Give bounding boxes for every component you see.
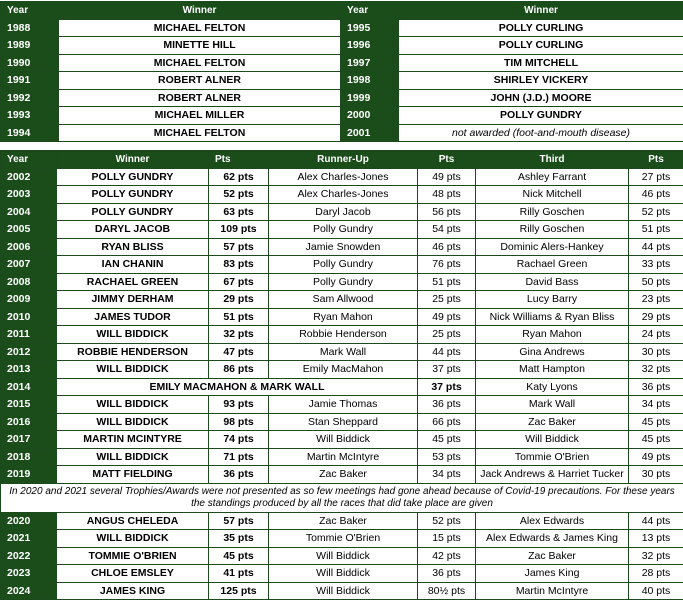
- year-cell: 1997: [341, 54, 399, 72]
- runner-up-pts-cell: 15 pts: [418, 530, 476, 548]
- third-pts-cell: 30 pts: [629, 466, 683, 484]
- winner-cell: POLLY GUNDRY: [57, 186, 209, 204]
- year-cell: 2017: [1, 431, 57, 449]
- table-row: [1, 124, 683, 142]
- winner-cell: TOMMIE O'BRIEN: [57, 547, 209, 565]
- early-winners-header-row: [1, 2, 683, 20]
- winner-cell: TIM MITCHELL: [399, 54, 683, 72]
- year-header: Year: [1, 151, 57, 169]
- runner-up-pts-cell: 25 pts: [418, 291, 476, 309]
- third-pts-cell: 13 pts: [629, 530, 683, 548]
- year-cell: 1993: [1, 107, 59, 125]
- winner-pts-cell: 41 pts: [209, 565, 269, 583]
- runner-up-cell: Mark Wall: [269, 343, 418, 361]
- winner-pts-cell: 83 pts: [209, 256, 269, 274]
- year-cell: 2010: [1, 308, 57, 326]
- runner-up-pts-cell: 34 pts: [418, 466, 476, 484]
- year-cell: 2002: [1, 168, 57, 186]
- winner-cell: RACHAEL GREEN: [57, 273, 209, 291]
- third-pts-cell: 44 pts: [629, 238, 683, 256]
- winner-pts-cell: 29 pts: [209, 291, 269, 309]
- table-row: [1, 413, 683, 431]
- year-cell: 2024: [1, 582, 57, 600]
- winner-pts-cell: 62 pts: [209, 168, 269, 186]
- table-row: [1, 238, 683, 256]
- winner-cell: POLLY CURLING: [399, 19, 683, 37]
- winner-cell: MICHAEL FELTON: [59, 124, 341, 142]
- third-pts-cell: 32 pts: [629, 361, 683, 379]
- table-row: [1, 89, 683, 107]
- year-cell: 2008: [1, 273, 57, 291]
- runner-up-cell: Polly Gundry: [269, 256, 418, 274]
- third-cell: Jack Andrews & Harriet Tucker: [476, 466, 629, 484]
- year-cell: 2021: [1, 530, 57, 548]
- year-cell: 1999: [341, 89, 399, 107]
- runner-up-pts-cell: 56 pts: [418, 203, 476, 221]
- table-row: [1, 308, 683, 326]
- winner-pts-cell: 57 pts: [209, 238, 269, 256]
- runner-up-pts-cell: 48 pts: [418, 186, 476, 204]
- winner-cell: WILL BIDDICK: [57, 530, 209, 548]
- third-pts-cell: 29 pts: [629, 308, 683, 326]
- winner-cell: WILL BIDDICK: [57, 413, 209, 431]
- table-row: [1, 37, 683, 55]
- table-row: [1, 72, 683, 90]
- runner-up-cell: Alex Charles-Jones: [269, 186, 418, 204]
- table-row: [1, 378, 683, 396]
- third-cell: Martin McIntyre: [476, 582, 629, 600]
- year-cell: 2007: [1, 256, 57, 274]
- third-pts-cell: 27 pts: [629, 168, 683, 186]
- third-header: Third: [476, 151, 629, 169]
- winner-cell: RYAN BLISS: [57, 238, 209, 256]
- runner-up-pts-cell: 44 pts: [418, 343, 476, 361]
- third-cell: Alex Edwards: [476, 512, 629, 530]
- third-cell: Rilly Goschen: [476, 203, 629, 221]
- table-row: [1, 512, 683, 530]
- year-cell: 1995: [341, 19, 399, 37]
- year-cell: 2014: [1, 378, 57, 396]
- third-cell: Alex Edwards & James King: [476, 530, 629, 548]
- runner-up-cell: Will Biddick: [269, 582, 418, 600]
- third-cell: Ryan Mahon: [476, 326, 629, 344]
- runner-up-pts-cell: 51 pts: [418, 273, 476, 291]
- year-cell: 2016: [1, 413, 57, 431]
- third-pts-cell: 45 pts: [629, 431, 683, 449]
- winner-pts-cell: 37 pts: [418, 378, 476, 396]
- year-cell: 2013: [1, 361, 57, 379]
- third-pts-cell: 23 pts: [629, 291, 683, 309]
- winner-cell: JOHN (J.D.) MOORE: [399, 89, 683, 107]
- winner-cell: JAMES KING: [57, 582, 209, 600]
- year-cell: 2005: [1, 221, 57, 239]
- runner-up-cell: Will Biddick: [269, 547, 418, 565]
- table-row: [1, 448, 683, 466]
- runner-up-cell: Daryl Jacob: [269, 203, 418, 221]
- year-cell: 1990: [1, 54, 59, 72]
- third-cell: Zac Baker: [476, 547, 629, 565]
- third-pts-cell: 51 pts: [629, 221, 683, 239]
- runner-up-cell: Zac Baker: [269, 512, 418, 530]
- winner-pts-cell: 45 pts: [209, 547, 269, 565]
- third-pts-cell: 49 pts: [629, 448, 683, 466]
- runner-up-cell: Tommie O'Brien: [269, 530, 418, 548]
- winner-pts-cell: 67 pts: [209, 273, 269, 291]
- table-row: [1, 107, 683, 125]
- runner-up-pts-cell: 76 pts: [418, 256, 476, 274]
- winner-cell: POLLY GUNDRY: [399, 107, 683, 125]
- third-pts-cell: 36 pts: [629, 378, 683, 396]
- third-cell: Mark Wall: [476, 396, 629, 414]
- winner-cell: WILL BIDDICK: [57, 396, 209, 414]
- table-row: [1, 221, 683, 239]
- year-cell: 1998: [341, 72, 399, 90]
- winner-cell: MINETTE HILL: [59, 37, 341, 55]
- early-winners-body: [1, 19, 683, 142]
- table-row: [1, 54, 683, 72]
- year-cell: 1992: [1, 89, 59, 107]
- runner-up-cell: Alex Charles-Jones: [269, 168, 418, 186]
- table-row: [1, 582, 683, 600]
- table-row: [1, 361, 683, 379]
- year-cell: 2023: [1, 565, 57, 583]
- standings-header-row: [1, 151, 683, 169]
- early-winners-table: [0, 1, 683, 142]
- runner-up-pts-cell: 80½ pts: [418, 582, 476, 600]
- winner-pts-cell: 74 pts: [209, 431, 269, 449]
- winner-cell: JIMMY DERHAM: [57, 291, 209, 309]
- table-row: [1, 256, 683, 274]
- winner-cell: MATT FIELDING: [57, 466, 209, 484]
- year-cell: 1994: [1, 124, 59, 142]
- table-row: [1, 186, 683, 204]
- runner-up-pts-cell: 37 pts: [418, 361, 476, 379]
- winner-cell: DARYL JACOB: [57, 221, 209, 239]
- third-cell: Nick Mitchell: [476, 186, 629, 204]
- third-cell: Nick Williams & Ryan Bliss: [476, 308, 629, 326]
- third-cell: Matt Hampton: [476, 361, 629, 379]
- winner-pts-cell: 63 pts: [209, 203, 269, 221]
- third-pts-cell: 50 pts: [629, 273, 683, 291]
- table-row: [1, 466, 683, 484]
- year-cell: 2003: [1, 186, 57, 204]
- winner-cell: MARTIN MCINTYRE: [57, 431, 209, 449]
- year-cell: 2004: [1, 203, 57, 221]
- third-cell: Rilly Goschen: [476, 221, 629, 239]
- year-cell: 2015: [1, 396, 57, 414]
- winner-header: Winner: [399, 2, 683, 20]
- runner-up-pts-cell: 42 pts: [418, 547, 476, 565]
- table-row: [1, 547, 683, 565]
- third-pts-cell: 33 pts: [629, 256, 683, 274]
- year-cell: 1991: [1, 72, 59, 90]
- winner-pts-cell: 35 pts: [209, 530, 269, 548]
- winner-cell: CHLOE EMSLEY: [57, 565, 209, 583]
- winner-cell: ROBERT ALNER: [59, 72, 341, 90]
- runner-up-pts-cell: 52 pts: [418, 512, 476, 530]
- table-row: [1, 168, 683, 186]
- winner-pts-cell: 93 pts: [209, 396, 269, 414]
- runner-up-cell: Ryan Mahon: [269, 308, 418, 326]
- runner-up-cell: Robbie Henderson: [269, 326, 418, 344]
- winner-cell: WILL BIDDICK: [57, 448, 209, 466]
- third-cell: Lucy Barry: [476, 291, 629, 309]
- runner-up-pts-cell: 45 pts: [418, 431, 476, 449]
- runner-up-pts-cell: 46 pts: [418, 238, 476, 256]
- table-row: [1, 530, 683, 548]
- runner-up-cell: Jamie Snowden: [269, 238, 418, 256]
- third-cell: Will Biddick: [476, 431, 629, 449]
- winner-pts-cell: 52 pts: [209, 186, 269, 204]
- winner-cell: JAMES TUDOR: [57, 308, 209, 326]
- runner-up-cell: Jamie Thomas: [269, 396, 418, 414]
- winner-pts-cell: 32 pts: [209, 326, 269, 344]
- year-cell: 2006: [1, 238, 57, 256]
- year-header: Year: [341, 2, 399, 20]
- winner-cell: WILL BIDDICK: [57, 326, 209, 344]
- third-pts-cell: 34 pts: [629, 396, 683, 414]
- third-pts-cell: 24 pts: [629, 326, 683, 344]
- table-row: [1, 431, 683, 449]
- runner-up-cell: Zac Baker: [269, 466, 418, 484]
- third-pts-cell: 45 pts: [629, 413, 683, 431]
- runner-up-pts-cell: 66 pts: [418, 413, 476, 431]
- runner-up-pts-cell: 49 pts: [418, 168, 476, 186]
- year-cell: 2012: [1, 343, 57, 361]
- third-cell: Tommie O'Brien: [476, 448, 629, 466]
- year-cell: 2009: [1, 291, 57, 309]
- third-cell: James King: [476, 565, 629, 583]
- third-cell: Katy Lyons: [476, 378, 629, 396]
- runner-up-cell: Will Biddick: [269, 565, 418, 583]
- third-cell: Zac Baker: [476, 413, 629, 431]
- winner-pts-cell: 109 pts: [209, 221, 269, 239]
- third-cell: Gina Andrews: [476, 343, 629, 361]
- winner-cell: POLLY GUNDRY: [57, 203, 209, 221]
- runner-up-pts-header: Pts: [418, 151, 476, 169]
- winner-pts-cell: 57 pts: [209, 512, 269, 530]
- winner-header: Winner: [59, 2, 341, 20]
- table-row: [1, 343, 683, 361]
- third-pts-cell: 44 pts: [629, 512, 683, 530]
- winner-cell: ROBBIE HENDERSON: [57, 343, 209, 361]
- runner-up-cell: Sam Allwood: [269, 291, 418, 309]
- third-cell: Dominic Alers-Hankey: [476, 238, 629, 256]
- third-pts-cell: 28 pts: [629, 565, 683, 583]
- runner-up-cell: Polly Gundry: [269, 273, 418, 291]
- year-cell: 1996: [341, 37, 399, 55]
- runner-up-cell: Polly Gundry: [269, 221, 418, 239]
- runner-up-pts-cell: 53 pts: [418, 448, 476, 466]
- recent-standings-table: [0, 150, 683, 600]
- third-cell: Rachael Green: [476, 256, 629, 274]
- year-cell: 1988: [1, 19, 59, 37]
- runner-up-cell: Martin McIntyre: [269, 448, 418, 466]
- winner-pts-cell: 86 pts: [209, 361, 269, 379]
- third-pts-cell: 30 pts: [629, 343, 683, 361]
- covid-note-row: [1, 483, 683, 512]
- year-cell: 2000: [341, 107, 399, 125]
- winner-cell: EMILY MACMAHON & MARK WALL: [57, 378, 418, 396]
- winner-cell: POLLY GUNDRY: [57, 168, 209, 186]
- runner-up-cell: Stan Sheppard: [269, 413, 418, 431]
- winner-cell: MICHAEL FELTON: [59, 19, 341, 37]
- year-cell: 1989: [1, 37, 59, 55]
- third-cell: David Bass: [476, 273, 629, 291]
- winner-pts-cell: 51 pts: [209, 308, 269, 326]
- runner-up-pts-cell: 36 pts: [418, 396, 476, 414]
- table-row: [1, 326, 683, 344]
- runner-up-pts-cell: 49 pts: [418, 308, 476, 326]
- winner-pts-header: Pts: [209, 151, 269, 169]
- runner-up-cell: Will Biddick: [269, 431, 418, 449]
- covid-note: In 2020 and 2021 several Trophies/Awards were not presented as so few meetings had gone ahead because of Covid-19 precautions. For these years the standings produced by all the races that did take place are given: [1, 483, 683, 512]
- year-cell: 2011: [1, 326, 57, 344]
- winner-cell: ROBERT ALNER: [59, 89, 341, 107]
- runner-up-header: Runner-Up: [269, 151, 418, 169]
- winner-cell: POLLY CURLING: [399, 37, 683, 55]
- winner-pts-cell: 125 pts: [209, 582, 269, 600]
- third-pts-cell: 40 pts: [629, 582, 683, 600]
- year-cell: 2001: [341, 124, 399, 142]
- runner-up-pts-cell: 54 pts: [418, 221, 476, 239]
- winner-cell: not awarded (foot-and-mouth disease): [399, 124, 683, 142]
- third-pts-header: Pts: [629, 151, 683, 169]
- year-cell: 2019: [1, 466, 57, 484]
- third-pts-cell: 46 pts: [629, 186, 683, 204]
- year-cell: 2020: [1, 512, 57, 530]
- third-pts-cell: 32 pts: [629, 547, 683, 565]
- year-header: Year: [1, 2, 59, 20]
- runner-up-pts-cell: 25 pts: [418, 326, 476, 344]
- year-cell: 2022: [1, 547, 57, 565]
- winner-pts-cell: 98 pts: [209, 413, 269, 431]
- winner-pts-cell: 47 pts: [209, 343, 269, 361]
- winner-cell: ANGUS CHELEDA: [57, 512, 209, 530]
- table-row: [1, 203, 683, 221]
- table-row: [1, 19, 683, 37]
- third-pts-cell: 52 pts: [629, 203, 683, 221]
- winner-cell: WILL BIDDICK: [57, 361, 209, 379]
- winner-cell: MICHAEL MILLER: [59, 107, 341, 125]
- winner-cell: IAN CHANIN: [57, 256, 209, 274]
- year-cell: 2018: [1, 448, 57, 466]
- table-row: [1, 291, 683, 309]
- standings-body: [1, 168, 683, 600]
- runner-up-cell: Emily MacMahon: [269, 361, 418, 379]
- table-row: [1, 396, 683, 414]
- winner-pts-cell: 36 pts: [209, 466, 269, 484]
- winner-cell: MICHAEL FELTON: [59, 54, 341, 72]
- winner-cell: SHIRLEY VICKERY: [399, 72, 683, 90]
- runner-up-pts-cell: 36 pts: [418, 565, 476, 583]
- third-cell: Ashley Farrant: [476, 168, 629, 186]
- winner-header: Winner: [57, 151, 209, 169]
- table-row: [1, 565, 683, 583]
- table-row: [1, 273, 683, 291]
- winner-pts-cell: 71 pts: [209, 448, 269, 466]
